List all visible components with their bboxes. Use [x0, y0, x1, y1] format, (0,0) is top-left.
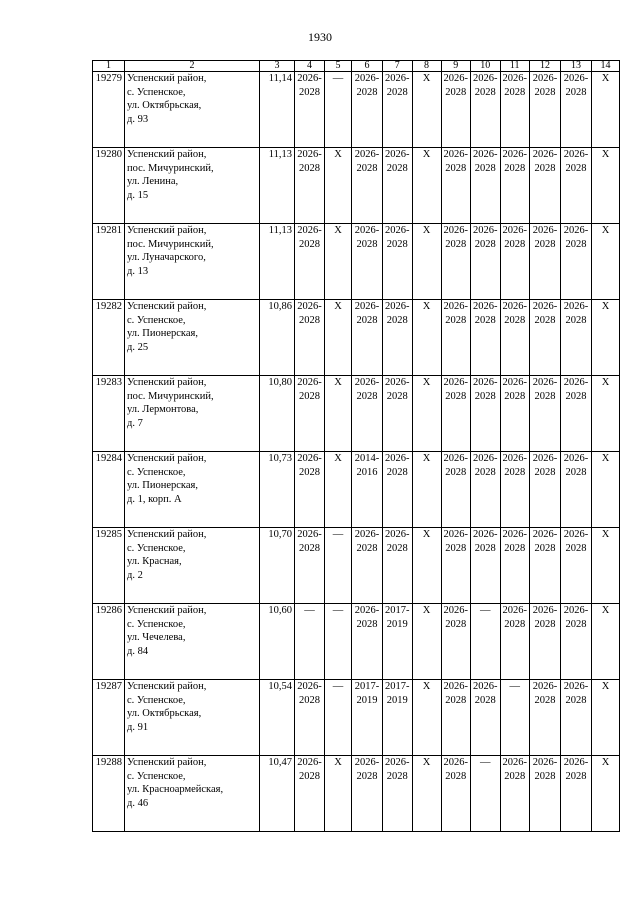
period-cell-col-4: 2026- 2028 — [295, 148, 325, 224]
column-header-3: 3 — [260, 61, 295, 72]
value-cell: 11,13 — [260, 148, 295, 224]
period-cell-col-11: 2026- 2028 — [500, 224, 530, 300]
period-cell-col-14: X — [592, 224, 620, 300]
period-cell-col-8: X — [412, 300, 441, 376]
value-cell: 10,86 — [260, 300, 295, 376]
period-cell-col-11: 2026- 2028 — [500, 604, 530, 680]
period-cell-col-12: 2026- 2028 — [530, 452, 561, 528]
period-cell-col-4: 2026- 2028 — [295, 452, 325, 528]
period-cell-col-13: 2026- 2028 — [561, 604, 592, 680]
period-cell-col-14: X — [592, 300, 620, 376]
row-number: 19282 — [93, 300, 125, 376]
period-cell-col-12: 2026- 2028 — [530, 756, 561, 832]
period-cell-col-6: 2026- 2028 — [352, 148, 383, 224]
period-cell-col-12: 2026- 2028 — [530, 604, 561, 680]
period-cell-col-9: 2026- 2028 — [441, 680, 471, 756]
period-cell-col-13: 2026- 2028 — [561, 148, 592, 224]
period-cell-col-6: 2026- 2028 — [352, 224, 383, 300]
period-cell-col-5: X — [325, 224, 352, 300]
table-row — [93, 680, 620, 756]
value-cell: 10,47 — [260, 756, 295, 832]
period-cell-col-7: 2026- 2028 — [383, 72, 413, 148]
row-number: 19280 — [93, 148, 125, 224]
period-cell-col-13: 2026- 2028 — [561, 528, 592, 604]
table-row — [93, 376, 620, 452]
period-cell-col-10: 2026- 2028 — [471, 528, 501, 604]
column-header-9: 9 — [441, 61, 471, 72]
period-cell-col-12: 2026- 2028 — [530, 224, 561, 300]
period-cell-col-11: — — [500, 680, 530, 756]
period-cell-col-6: 2026- 2028 — [352, 528, 383, 604]
period-cell-col-11: 2026- 2028 — [500, 376, 530, 452]
column-header-10: 10 — [471, 61, 501, 72]
period-cell-col-10: 2026- 2028 — [471, 300, 501, 376]
period-cell-col-7: 2026- 2028 — [383, 224, 413, 300]
period-cell-col-13: 2026- 2028 — [561, 756, 592, 832]
period-cell-col-4: 2026- 2028 — [295, 72, 325, 148]
period-cell-col-6: 2026- 2028 — [352, 376, 383, 452]
period-cell-col-12: 2026- 2028 — [530, 148, 561, 224]
period-cell-col-13: 2026- 2028 — [561, 72, 592, 148]
schedule-table — [92, 60, 620, 832]
table-row — [93, 224, 620, 300]
period-cell-col-6: 2026- 2028 — [352, 604, 383, 680]
period-cell-col-8: X — [412, 224, 441, 300]
period-cell-col-8: X — [412, 680, 441, 756]
table-body — [93, 72, 620, 832]
address-cell: Успенский район, пос. Мичуринский, ул. Ленина, д. 15 — [125, 148, 260, 224]
period-cell-col-7: 2026- 2028 — [383, 148, 413, 224]
period-cell-col-8: X — [412, 528, 441, 604]
period-cell-col-10: 2026- 2028 — [471, 452, 501, 528]
value-cell: 11,14 — [260, 72, 295, 148]
column-header-5: 5 — [325, 61, 352, 72]
address-cell: Успенский район, с. Успенское, ул. Пионерская, д. 1, корп. А — [125, 452, 260, 528]
table-row — [93, 528, 620, 604]
column-header-7: 7 — [383, 61, 413, 72]
period-cell-col-7: 2017- 2019 — [383, 680, 413, 756]
period-cell-col-5: — — [325, 72, 352, 148]
period-cell-col-12: 2026- 2028 — [530, 528, 561, 604]
period-cell-col-6: 2026- 2028 — [352, 300, 383, 376]
period-cell-col-9: 2026- 2028 — [441, 756, 471, 832]
table-row — [93, 452, 620, 528]
period-cell-col-13: 2026- 2028 — [561, 452, 592, 528]
period-cell-col-12: 2026- 2028 — [530, 300, 561, 376]
period-cell-col-7: 2026- 2028 — [383, 756, 413, 832]
period-cell-col-4: 2026- 2028 — [295, 376, 325, 452]
period-cell-col-9: 2026- 2028 — [441, 452, 471, 528]
row-number: 19279 — [93, 72, 125, 148]
period-cell-col-11: 2026- 2028 — [500, 756, 530, 832]
table-row — [93, 72, 620, 148]
address-cell: Успенский район, с. Успенское, ул. Чечелева, д. 84 — [125, 604, 260, 680]
value-cell: 10,60 — [260, 604, 295, 680]
period-cell-col-12: 2026- 2028 — [530, 376, 561, 452]
period-cell-col-10: 2026- 2028 — [471, 680, 501, 756]
period-cell-col-14: X — [592, 756, 620, 832]
column-header-1: 1 — [93, 61, 125, 72]
column-header-8: 8 — [412, 61, 441, 72]
period-cell-col-5: X — [325, 376, 352, 452]
period-cell-col-4: 2026- 2028 — [295, 680, 325, 756]
period-cell-col-8: X — [412, 148, 441, 224]
column-header-12: 12 — [530, 61, 561, 72]
value-cell: 10,54 — [260, 680, 295, 756]
period-cell-col-4: 2026- 2028 — [295, 528, 325, 604]
column-header-4: 4 — [295, 61, 325, 72]
row-number: 19284 — [93, 452, 125, 528]
row-number: 19288 — [93, 756, 125, 832]
value-cell: 11,13 — [260, 224, 295, 300]
period-cell-col-8: X — [412, 376, 441, 452]
period-cell-col-6: 2026- 2028 — [352, 756, 383, 832]
period-cell-col-10: — — [471, 756, 501, 832]
column-header-13: 13 — [561, 61, 592, 72]
period-cell-col-7: 2026- 2028 — [383, 300, 413, 376]
row-number: 19285 — [93, 528, 125, 604]
period-cell-col-11: 2026- 2028 — [500, 528, 530, 604]
period-cell-col-10: 2026- 2028 — [471, 376, 501, 452]
address-cell: Успенский район, пос. Мичуринский, ул. Луначарского, д. 13 — [125, 224, 260, 300]
period-cell-col-8: X — [412, 604, 441, 680]
address-cell: Успенский район, с. Успенское, ул. Красноармейская, д. 46 — [125, 756, 260, 832]
period-cell-col-9: 2026- 2028 — [441, 72, 471, 148]
table-row — [93, 604, 620, 680]
period-cell-col-9: 2026- 2028 — [441, 528, 471, 604]
period-cell-col-14: X — [592, 148, 620, 224]
period-cell-col-10: 2026- 2028 — [471, 72, 501, 148]
address-cell: Успенский район, с. Успенское, ул. Октябрьская, д. 91 — [125, 680, 260, 756]
address-cell: Успенский район, с. Успенское, ул. Пионерская, д. 25 — [125, 300, 260, 376]
page-number: 1930 — [308, 30, 332, 44]
period-cell-col-9: 2026- 2028 — [441, 224, 471, 300]
column-header-14: 14 — [592, 61, 620, 72]
period-cell-col-11: 2026- 2028 — [500, 300, 530, 376]
period-cell-col-4: 2026- 2028 — [295, 224, 325, 300]
period-cell-col-11: 2026- 2028 — [500, 452, 530, 528]
period-cell-col-4: 2026- 2028 — [295, 300, 325, 376]
period-cell-col-8: X — [412, 452, 441, 528]
period-cell-col-4: — — [295, 604, 325, 680]
period-cell-col-6: 2014- 2016 — [352, 452, 383, 528]
column-header-6: 6 — [352, 61, 383, 72]
value-cell: 10,70 — [260, 528, 295, 604]
address-cell: Успенский район, пос. Мичуринский, ул. Лермонтова, д. 7 — [125, 376, 260, 452]
period-cell-col-14: X — [592, 376, 620, 452]
value-cell: 10,73 — [260, 452, 295, 528]
period-cell-col-7: 2026- 2028 — [383, 528, 413, 604]
period-cell-col-10: 2026- 2028 — [471, 148, 501, 224]
period-cell-col-13: 2026- 2028 — [561, 680, 592, 756]
period-cell-col-9: 2026- 2028 — [441, 148, 471, 224]
period-cell-col-7: 2017- 2019 — [383, 604, 413, 680]
period-cell-col-14: X — [592, 452, 620, 528]
column-header-11: 11 — [500, 61, 530, 72]
period-cell-col-9: 2026- 2028 — [441, 604, 471, 680]
row-number: 19283 — [93, 376, 125, 452]
period-cell-col-8: X — [412, 72, 441, 148]
period-cell-col-13: 2026- 2028 — [561, 224, 592, 300]
period-cell-col-9: 2026- 2028 — [441, 376, 471, 452]
period-cell-col-5: — — [325, 680, 352, 756]
period-cell-col-7: 2026- 2028 — [383, 376, 413, 452]
period-cell-col-13: 2026- 2028 — [561, 300, 592, 376]
row-number: 19286 — [93, 604, 125, 680]
header-row — [93, 61, 620, 72]
table-row — [93, 300, 620, 376]
period-cell-col-5: X — [325, 452, 352, 528]
period-cell-col-14: X — [592, 72, 620, 148]
period-cell-col-14: X — [592, 604, 620, 680]
table-row — [93, 756, 620, 832]
period-cell-col-11: 2026- 2028 — [500, 148, 530, 224]
period-cell-col-13: 2026- 2028 — [561, 376, 592, 452]
table-row — [93, 148, 620, 224]
period-cell-col-12: 2026- 2028 — [530, 680, 561, 756]
address-cell: Успенский район, с. Успенское, ул. Октябрьская, д. 93 — [125, 72, 260, 148]
period-cell-col-9: 2026- 2028 — [441, 300, 471, 376]
period-cell-col-12: 2026- 2028 — [530, 72, 561, 148]
period-cell-col-14: X — [592, 528, 620, 604]
period-cell-col-10: 2026- 2028 — [471, 224, 501, 300]
period-cell-col-7: 2026- 2028 — [383, 452, 413, 528]
period-cell-col-5: — — [325, 528, 352, 604]
period-cell-col-6: 2017- 2019 — [352, 680, 383, 756]
period-cell-col-11: 2026- 2028 — [500, 72, 530, 148]
period-cell-col-4: 2026- 2028 — [295, 756, 325, 832]
period-cell-col-14: X — [592, 680, 620, 756]
period-cell-col-6: 2026- 2028 — [352, 72, 383, 148]
row-number: 19287 — [93, 680, 125, 756]
period-cell-col-5: — — [325, 604, 352, 680]
period-cell-col-10: — — [471, 604, 501, 680]
column-header-2: 2 — [125, 61, 260, 72]
address-cell: Успенский район, с. Успенское, ул. Красная, д. 2 — [125, 528, 260, 604]
period-cell-col-8: X — [412, 756, 441, 832]
period-cell-col-5: X — [325, 148, 352, 224]
period-cell-col-5: X — [325, 300, 352, 376]
value-cell: 10,80 — [260, 376, 295, 452]
period-cell-col-5: X — [325, 756, 352, 832]
row-number: 19281 — [93, 224, 125, 300]
